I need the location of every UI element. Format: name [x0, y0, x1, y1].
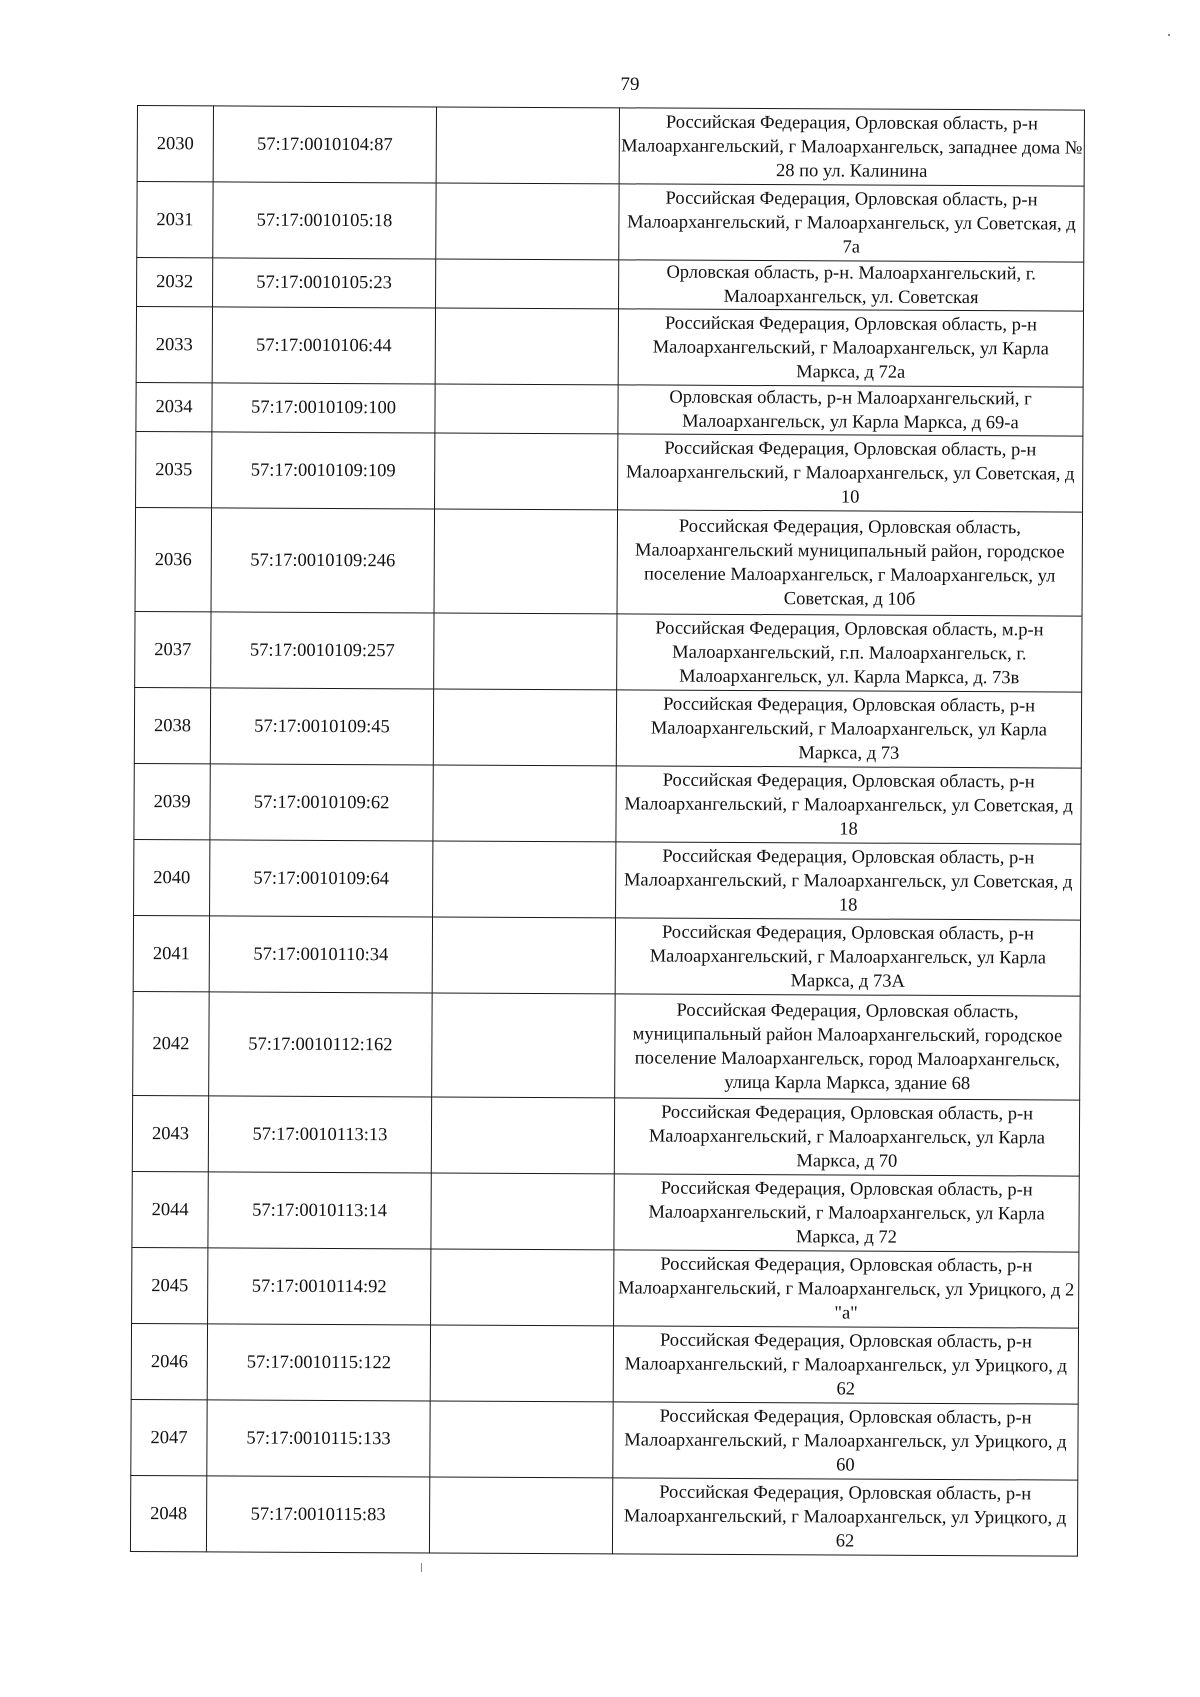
- address-cell: Российская Федерация, Орловская область, р-н Малоархангельский, г Малоархангельск, ул Урицкого, д 2 "а": [614, 1250, 1079, 1328]
- row-number-cell: 2032: [137, 258, 213, 307]
- note-cell: [436, 259, 619, 309]
- table-row: [133, 991, 1080, 1100]
- scan-speck: [421, 1563, 422, 1572]
- address-cell: Российская Федерация, Орловская область, Малоархангельский муниципальный район, городское поселение Малоархангельск, г Малоархангельск, ул Советская, д 10б: [617, 510, 1083, 616]
- cadastral-number-cell: 57:17:0010109:45: [210, 688, 433, 765]
- row-number-cell: 2042: [133, 991, 210, 1095]
- table-row: [137, 258, 1084, 312]
- cadastral-number-cell: 57:17:0010110:34: [209, 916, 432, 993]
- row-number-cell: 2045: [132, 1247, 208, 1323]
- table-row: [134, 687, 1081, 768]
- note-cell: [435, 433, 618, 510]
- note-cell: [432, 993, 616, 1098]
- row-number-cell: 2030: [137, 106, 213, 182]
- row-number-cell: 2041: [133, 915, 209, 991]
- note-cell: [433, 689, 616, 766]
- row-number-cell: 2034: [136, 382, 212, 431]
- table-row: [134, 763, 1081, 844]
- cadastral-number-cell: 57:17:0010109:64: [210, 840, 433, 917]
- row-number-cell: 2035: [136, 431, 212, 507]
- row-number-cell: 2046: [131, 1323, 207, 1399]
- address-cell: Российская Федерация, Орловская область, р-н Малоархангельский, г Малоархангельск, ул Советская, д 10: [618, 434, 1083, 512]
- cadastral-number-cell: 57:17:0010104:87: [213, 106, 436, 183]
- address-cell: Российская Федерация, Орловская область, р-н Малоархангельский, г Малоархангельск, ул Советская, д 18: [616, 842, 1081, 920]
- table-row: [133, 915, 1080, 996]
- address-cell: Орловская область, р-н. Малоархангельский, г. Малоархангельск, ул. Советская: [619, 260, 1084, 311]
- address-cell: Российская Федерация, Орловская область, р-н Малоархангельский, г Малоархангельск, ул Урицкого, д 60: [613, 1402, 1078, 1480]
- cadastral-number-cell: 57:17:0010114:92: [208, 1248, 431, 1325]
- row-number-cell: 2047: [131, 1399, 207, 1475]
- page-number: 79: [620, 74, 640, 95]
- cadastral-number-cell: 57:17:0010109:246: [211, 508, 435, 613]
- row-number-cell: 2031: [137, 182, 213, 258]
- address-cell: Орловская область, р-н Малоархангельский, г Малоархангельск, ул Карла Маркса, д 69-а: [618, 385, 1083, 436]
- row-number-cell: 2033: [136, 307, 212, 383]
- table-row: [136, 307, 1083, 388]
- table-row: [132, 1247, 1079, 1328]
- row-number-cell: 2040: [134, 839, 210, 915]
- note-cell: [431, 1249, 614, 1326]
- row-number-cell: 2038: [134, 687, 210, 763]
- table-row: [132, 1095, 1079, 1176]
- row-number-cell: 2043: [132, 1095, 208, 1171]
- table-row: [134, 839, 1081, 920]
- address-cell: Российская Федерация, Орловская область, р-н Малоархангельский, г Малоархангельск, ул Советская, д 18: [616, 766, 1081, 844]
- cadastral-number-cell: 57:17:0010105:18: [213, 182, 436, 259]
- note-cell: [433, 841, 616, 918]
- cadastral-number-cell: 57:17:0010109:62: [210, 764, 433, 841]
- cadastral-number-cell: 57:17:0010109:100: [212, 383, 435, 433]
- cadastral-number-cell: 57:17:0010109:109: [212, 432, 435, 509]
- note-cell: [436, 183, 619, 260]
- table-row: [136, 431, 1083, 512]
- address-cell: Российская Федерация, Орловская область, р-н Малоархангельский, г Малоархангельск, ул Карла Маркса, д 70: [614, 1098, 1079, 1176]
- address-cell: Российская Федерация, Орловская область, р-н Малоархангельский, г Малоархангельск, ул Карла Маркса, д 72а: [618, 309, 1083, 387]
- address-cell: Российская Федерация, Орловская область, р-н Малоархангельский, г Малоархангельск, западнее дома № 28 по ул. Калинина: [619, 108, 1084, 186]
- address-cell: Российская Федерация, Орловская область, р-н Малоархангельский, г Малоархангельск, ул Карла Маркса, д 72: [614, 1174, 1079, 1252]
- note-cell: [435, 384, 618, 434]
- note-cell: [434, 509, 618, 614]
- address-cell: Российская Федерация, Орловская область, р-н Малоархангельский, г Малоархангельск, ул Урицкого, д 62: [612, 1478, 1077, 1556]
- table-row: [131, 1323, 1078, 1404]
- cadastral-number-cell: 57:17:0010106:44: [212, 307, 435, 384]
- row-number-cell: 2037: [135, 611, 211, 687]
- address-cell: Российская Федерация, Орловская область, р-н Малоархангельский, г Малоархангельск, ул Урицкого, д 62: [613, 1326, 1078, 1404]
- address-cell: Российская Федерация, Орловская область, муниципальный район Малоархангельский, городское поселение Малоархангельск, город Малоархангельск, улица Карла Маркса, здание 68: [615, 994, 1081, 1100]
- note-cell: [431, 1097, 614, 1174]
- table-row: [137, 182, 1084, 263]
- address-cell: Российская Федерация, Орловская область, м.р-н Малоархангельский, г.п. Малоархангельск, г. Малоархангельск, ул. Карла Маркса, д. 73в: [617, 614, 1082, 692]
- cadastral-number-cell: 57:17:0010115:83: [206, 1476, 429, 1553]
- address-cell: Российская Федерация, Орловская область, р-н Малоархангельский, г Малоархангельск, ул Советская, д 7а: [619, 184, 1084, 262]
- cadastral-number-cell: 57:17:0010105:23: [213, 258, 436, 308]
- table-row: [135, 611, 1082, 692]
- note-cell: [431, 1173, 614, 1250]
- registry-table: [130, 105, 1085, 1557]
- address-cell: Российская Федерация, Орловская область, р-н Малоархангельский, г Малоархангельск, ул Карла Маркса, д 73: [616, 690, 1081, 768]
- row-number-cell: 2039: [134, 763, 210, 839]
- cadastral-number-cell: 57:17:0010112:162: [209, 992, 433, 1097]
- cadastral-number-cell: 57:17:0010113:14: [208, 1172, 431, 1249]
- address-cell: Российская Федерация, Орловская область, р-н Малоархангельский, г Малоархангельск, ул Карла Маркса, д 73А: [615, 918, 1080, 996]
- table-row: [130, 1475, 1077, 1556]
- cadastral-number-cell: 57:17:0010115:122: [207, 1324, 430, 1401]
- note-cell: [435, 308, 618, 385]
- registry-table-body: [130, 106, 1084, 1557]
- cadastral-number-cell: 57:17:0010109:257: [211, 612, 434, 689]
- table-row: [132, 1171, 1079, 1252]
- note-cell: [430, 1325, 613, 1402]
- row-number-cell: 2048: [130, 1475, 206, 1551]
- table-row: [131, 1399, 1078, 1480]
- row-number-cell: 2044: [132, 1171, 208, 1247]
- note-cell: [433, 765, 616, 842]
- row-number-cell: 2036: [135, 507, 212, 611]
- cadastral-number-cell: 57:17:0010113:13: [208, 1096, 431, 1173]
- note-cell: [430, 1401, 613, 1478]
- cadastral-number-cell: 57:17:0010115:133: [207, 1400, 430, 1477]
- note-cell: [434, 613, 617, 690]
- note-cell: [436, 107, 619, 184]
- scan-speck: [1168, 34, 1170, 36]
- table-row: [135, 507, 1082, 616]
- note-cell: [432, 917, 615, 994]
- note-cell: [429, 1477, 612, 1554]
- table-row: [137, 106, 1084, 187]
- table-row: [136, 382, 1083, 436]
